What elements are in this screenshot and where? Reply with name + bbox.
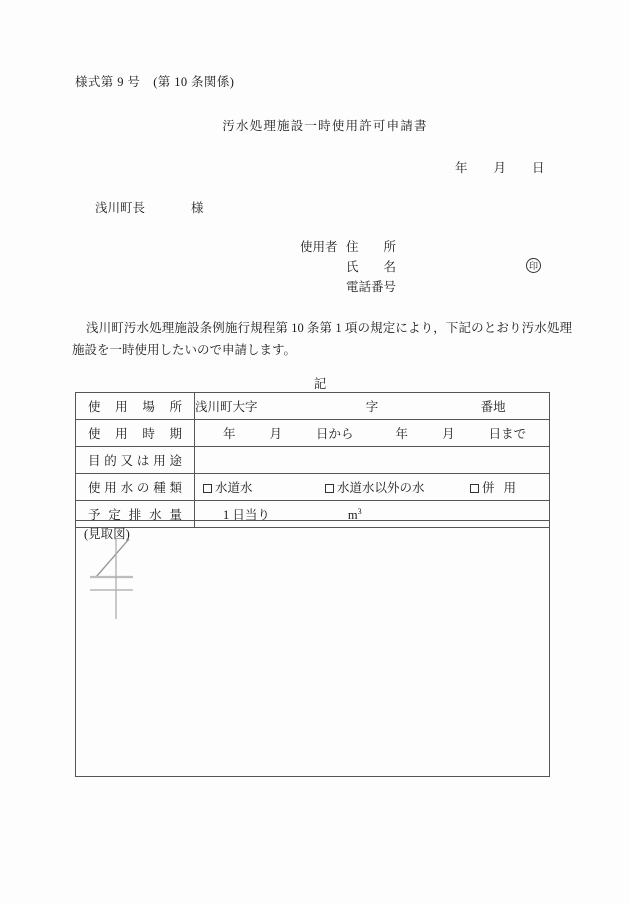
row-value-water-type xyxy=(195,474,550,501)
checkbox-icon[interactable] xyxy=(470,484,479,493)
label-chars-water-type: 使 用 水 の 種 類 xyxy=(88,481,182,495)
row-value-purpose[interactable] xyxy=(195,447,550,474)
location-aza: 字 xyxy=(365,400,379,414)
sketch-label: (見取図) xyxy=(84,527,130,541)
date-line xyxy=(455,158,545,176)
row-label-water-type xyxy=(76,474,195,501)
date-day-label: 日 xyxy=(532,161,545,175)
date-month-label: 月 xyxy=(493,161,507,175)
discharge-unit: $m^3$ xyxy=(347,506,362,522)
body-paragraph: 浅川町汚水処理施設条例施行規程第 10 条第 1 項の規定により，下記のとおり汚水処理施設を一時使用したいので申請します。 xyxy=(72,321,572,357)
addressee-honorific: 様 xyxy=(191,201,204,215)
applicant-block xyxy=(300,237,538,297)
row-label-use-period xyxy=(76,420,195,447)
form-number: 様式第 9 号 (第 10 条関係) xyxy=(75,75,235,89)
period-year-to: 年 xyxy=(395,427,409,441)
row-value-use-period[interactable] xyxy=(195,420,550,447)
label-chars-planned-discharge: 予 定 排 水 量 xyxy=(88,508,182,522)
table-row xyxy=(76,420,550,447)
label-chars-purpose: 目 的 又 は 用 途 xyxy=(88,454,182,468)
location-banchi: 番地 xyxy=(480,400,506,414)
period-year-from: 年 xyxy=(223,427,236,441)
applicant-phone-row xyxy=(300,277,396,297)
period-month-from: 月 xyxy=(269,427,283,441)
date-year-label: 年 xyxy=(455,161,468,175)
applicant-address-label: 住 所 xyxy=(346,240,397,254)
water-option-combined-label-b: 用 xyxy=(503,481,517,495)
period-month-to: 月 xyxy=(442,427,455,441)
water-option-nontapwater-label: 水道水以外の水 xyxy=(337,481,425,495)
handwritten-four-mark xyxy=(88,537,168,633)
applicant-name-row xyxy=(300,257,538,277)
row-label-purpose xyxy=(76,447,195,474)
water-option-combined[interactable] xyxy=(470,478,516,496)
applicant-address-row xyxy=(300,237,396,257)
discharge-unit-exponent: 3 xyxy=(357,506,362,516)
water-option-tapwater[interactable] xyxy=(203,478,325,496)
period-day-from: 日から xyxy=(316,427,354,441)
discharge-per-day-label: 1 日当り xyxy=(223,508,270,522)
water-option-nontapwater[interactable] xyxy=(325,478,470,496)
addressee xyxy=(95,198,204,216)
row-value-use-location[interactable] xyxy=(195,393,550,420)
label-chars-use-period: 使 用 時 期 xyxy=(88,427,182,441)
row-label-use-location xyxy=(76,393,195,420)
document-title: 汚水処理施設一時使用許可申請書 xyxy=(222,119,428,133)
water-option-combined-label-a: 併 xyxy=(482,481,495,495)
checkbox-icon[interactable] xyxy=(325,484,334,493)
applicant-name-label: 氏 名 xyxy=(346,260,397,274)
water-option-tapwater-label: 水道水 xyxy=(215,481,253,495)
ki-heading: 記 xyxy=(313,377,327,391)
checkbox-icon[interactable] xyxy=(203,484,212,493)
location-town: 浅川町大字 xyxy=(195,400,258,414)
sketch-box[interactable] xyxy=(75,520,550,777)
table-row xyxy=(76,393,550,420)
label-chars-use-location: 使 用 場 所 xyxy=(88,400,182,414)
addressee-office: 浅川町長 xyxy=(95,201,146,215)
period-day-to: 日まで xyxy=(488,427,527,441)
applicant-role-label: 使用者 xyxy=(300,240,338,254)
table-row xyxy=(76,474,550,501)
applicant-phone-label: 電話番号 xyxy=(346,280,397,294)
application-details-table xyxy=(75,392,550,528)
table-row xyxy=(76,447,550,474)
seal-icon: 印 xyxy=(526,258,541,273)
